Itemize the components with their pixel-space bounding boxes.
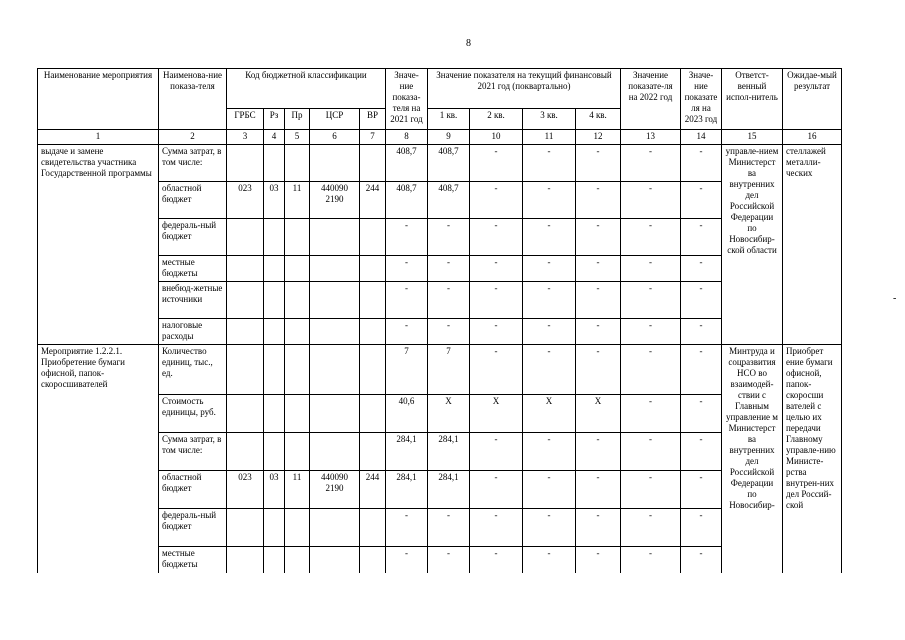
grbs-cell [227,433,264,471]
pr-cell [285,433,310,471]
table-row [38,433,842,471]
csr-cell [310,282,360,319]
header-current-year: Значение показателя на текущий финансовый 2021 год (поквартально) [428,69,621,109]
value-2022-cell: - [621,433,681,471]
grbs-cell [227,256,264,282]
table-row [38,182,842,219]
column-number: 14 [681,130,722,145]
value-2021-cell: 40,6 [386,395,428,433]
column-number: 12 [576,130,621,145]
rz-cell [264,509,285,547]
q4-cell: X [576,395,621,433]
value-2021-cell: 7 [386,345,428,395]
vr-cell [360,509,386,547]
column-number: 8 [386,130,428,145]
responsible-cell: управле-нием Министерст ва внутренних дел Российской Федерации по Новосибир-ской области [722,145,783,345]
rz-cell [264,547,285,573]
q1-cell: - [428,256,470,282]
grbs-cell [227,282,264,319]
table-row [38,319,842,345]
pr-cell [285,345,310,395]
header-q2: 2 кв. [470,109,523,130]
value-2021-cell: 284,1 [386,471,428,509]
rz-cell: 03 [264,471,285,509]
vr-cell: 244 [360,182,386,219]
q2-cell: - [470,282,523,319]
vr-cell [360,547,386,573]
q3-cell: - [523,547,576,573]
indicator-cell: местные бюджеты [159,256,227,282]
rz-cell [264,145,285,182]
value-2023-cell: - [681,547,722,573]
column-number: 13 [621,130,681,145]
pr-cell [285,319,310,345]
pr-cell [285,509,310,547]
q3-cell: - [523,345,576,395]
rz-cell [264,282,285,319]
column-number: 9 [428,130,470,145]
q2-cell: - [470,547,523,573]
column-number: 15 [722,130,783,145]
vr-cell [360,282,386,319]
header-value-2023: Значе-ние показате ля на 2023 год [681,69,722,130]
vr-cell [360,219,386,256]
vr-cell [360,395,386,433]
indicator-cell: Стоимость единицы, руб. [159,395,227,433]
column-number: 2 [159,130,227,145]
table-row [38,256,842,282]
grbs-cell [227,547,264,573]
q1-cell: 284,1 [428,433,470,471]
q1-cell: 7 [428,345,470,395]
header-row [38,69,842,109]
column-number: 3 [227,130,264,145]
table-row [38,282,842,319]
value-2021-cell: - [386,219,428,256]
value-2021-cell: - [386,509,428,547]
vr-cell: 244 [360,471,386,509]
value-2021-cell: 408,7 [386,182,428,219]
vr-cell [360,145,386,182]
column-number: 4 [264,130,285,145]
column-number: 5 [285,130,310,145]
header-q1: 1 кв. [428,109,470,130]
indicator-cell: Сумма затрат, в том числе: [159,433,227,471]
column-number: 10 [470,130,523,145]
rz-cell [264,219,285,256]
csr-cell [310,145,360,182]
vr-cell [360,256,386,282]
value-2021-cell: 284,1 [386,433,428,471]
value-2023-cell: - [681,145,722,182]
csr-cell [310,345,360,395]
q1-cell: - [428,547,470,573]
q4-cell: - [576,345,621,395]
q4-cell: - [576,219,621,256]
q1-cell: 408,7 [428,145,470,182]
rz-cell: 03 [264,182,285,219]
vr-cell [360,433,386,471]
table-row [38,395,842,433]
header-q3: 3 кв. [523,109,576,130]
q1-cell: 284,1 [428,471,470,509]
value-2022-cell: - [621,182,681,219]
q3-cell: - [523,433,576,471]
value-2023-cell: - [681,509,722,547]
header-value-2022: Значение показате-ля на 2022 год [621,69,681,130]
column-number: 11 [523,130,576,145]
event-name-cell: Мероприятие 1.2.2.1. Приобретение бумаги офисной, папок-скоросшивателей [38,345,159,573]
q2-cell: - [470,145,523,182]
value-2022-cell: - [621,319,681,345]
q4-cell: - [576,282,621,319]
q2-cell: - [470,182,523,219]
rz-cell [264,319,285,345]
grbs-cell [227,509,264,547]
value-2022-cell: - [621,219,681,256]
value-2023-cell: - [681,395,722,433]
header-grbs: ГРБС [227,109,264,130]
q4-cell: - [576,182,621,219]
q1-cell: X [428,395,470,433]
table-row [38,509,842,547]
q1-cell: - [428,219,470,256]
q2-cell: - [470,509,523,547]
q2-cell: - [470,433,523,471]
csr-cell [310,256,360,282]
pr-cell [285,282,310,319]
indicator-cell: федераль-ный бюджет [159,509,227,547]
indicator-cell: Сумма затрат, в том числе: [159,145,227,182]
responsible-cell: Минтруда и соцразвития НСО во взаимодей-ствии с Главным управление м Министерст ва внутренних дел Российской Федерации по Новосибир- [722,345,783,573]
table-row [38,471,842,509]
indicator-cell: федераль-ный бюджет [159,219,227,256]
value-2022-cell: - [621,471,681,509]
indicator-cell: внебюд-жетные источники [159,282,227,319]
header-value-2021: Значе-ние показа-теля на 2021 год [386,69,428,130]
value-2023-cell: - [681,219,722,256]
q2-cell: - [470,256,523,282]
grbs-cell [227,395,264,433]
table-row [38,345,842,395]
csr-cell [310,219,360,256]
q2-cell: X [470,395,523,433]
q4-cell: - [576,256,621,282]
q3-cell: - [523,471,576,509]
rz-cell [264,395,285,433]
q1-cell: 408,7 [428,182,470,219]
value-2023-cell: - [681,319,722,345]
table-row [38,145,842,182]
csr-cell [310,433,360,471]
value-2021-cell: - [386,256,428,282]
table-row [38,219,842,256]
column-number: 7 [360,130,386,145]
header-q4: 4 кв. [576,109,621,130]
indicator-cell: областной бюджет [159,471,227,509]
q3-cell: - [523,509,576,547]
csr-cell [310,319,360,345]
rz-cell [264,433,285,471]
q2-cell: - [470,345,523,395]
csr-cell [310,509,360,547]
expected-result-cell: Приобрет ение бумаги офисной, папок-скоросши вателей с целью их передачи Главному управле-нию Министе-рства внутрен-них дел Россий-ской [783,345,842,573]
column-numbers-row [38,130,842,145]
pr-cell [285,256,310,282]
grbs-cell [227,345,264,395]
vr-cell [360,345,386,395]
value-2023-cell: - [681,256,722,282]
value-2022-cell: - [621,547,681,573]
q2-cell: - [470,471,523,509]
page-number: 8 [466,38,471,49]
pr-cell [285,219,310,256]
header-vr: ВР [360,109,386,130]
q3-cell: - [523,282,576,319]
q2-cell: - [470,219,523,256]
pr-cell [285,145,310,182]
grbs-cell [227,219,264,256]
value-2022-cell: - [621,345,681,395]
column-number: 6 [310,130,360,145]
csr-cell [310,547,360,573]
value-2022-cell: - [621,509,681,547]
grbs-cell: 023 [227,182,264,219]
indicator-cell: налоговые расходы [159,319,227,345]
value-2021-cell: - [386,282,428,319]
expected-result-cell: стеллажей металли-ческих [783,145,842,345]
side-mark: - [893,293,897,304]
grbs-cell: 023 [227,471,264,509]
q3-cell: X [523,395,576,433]
header-event: Наименование мероприятия [38,69,159,130]
value-2022-cell: - [621,256,681,282]
q4-cell: - [576,471,621,509]
indicator-cell: Количество единиц, тыс., ед. [159,345,227,395]
indicator-cell: областной бюджет [159,182,227,219]
header-pr: Пр [285,109,310,130]
value-2021-cell: - [386,319,428,345]
pr-cell [285,395,310,433]
value-2021-cell: - [386,547,428,573]
value-2022-cell: - [621,145,681,182]
value-2023-cell: - [681,345,722,395]
header-budget-code: Код бюджетной классификации [227,69,386,109]
q4-cell: - [576,433,621,471]
value-2022-cell: - [621,282,681,319]
header-csr: ЦСР [310,109,360,130]
q1-cell: - [428,509,470,547]
value-2023-cell: - [681,182,722,219]
value-2022-cell: - [621,395,681,433]
pr-cell [285,547,310,573]
q2-cell: - [470,319,523,345]
q1-cell: - [428,282,470,319]
header-indicator: Наименова-ние показа-теля [159,69,227,130]
pr-cell: 11 [285,471,310,509]
header-rz: Рз [264,109,285,130]
q4-cell: - [576,145,621,182]
header-responsible: Ответст-венный испол-нитель [722,69,783,130]
csr-cell [310,395,360,433]
q3-cell: - [523,319,576,345]
value-2021-cell: 408,7 [386,145,428,182]
q1-cell: - [428,319,470,345]
table-row [38,547,842,573]
column-number: 16 [783,130,842,145]
rz-cell [264,256,285,282]
column-number: 1 [38,130,159,145]
q4-cell: - [576,547,621,573]
q3-cell: - [523,182,576,219]
q3-cell: - [523,219,576,256]
event-name-cell: выдаче и замене свидетельства участника Государственной программы [38,145,159,345]
value-2023-cell: - [681,433,722,471]
value-2023-cell: - [681,282,722,319]
q4-cell: - [576,509,621,547]
budget-table [37,68,842,573]
csr-cell: 440090 2190 [310,471,360,509]
csr-cell: 440090 2190 [310,182,360,219]
indicator-cell: местные бюджеты [159,547,227,573]
q3-cell: - [523,256,576,282]
value-2023-cell: - [681,471,722,509]
rz-cell [264,345,285,395]
grbs-cell [227,319,264,345]
q3-cell: - [523,145,576,182]
pr-cell: 11 [285,182,310,219]
vr-cell [360,319,386,345]
grbs-cell [227,145,264,182]
header-expected: Ожидае-мый результат [783,69,842,130]
q4-cell: - [576,319,621,345]
